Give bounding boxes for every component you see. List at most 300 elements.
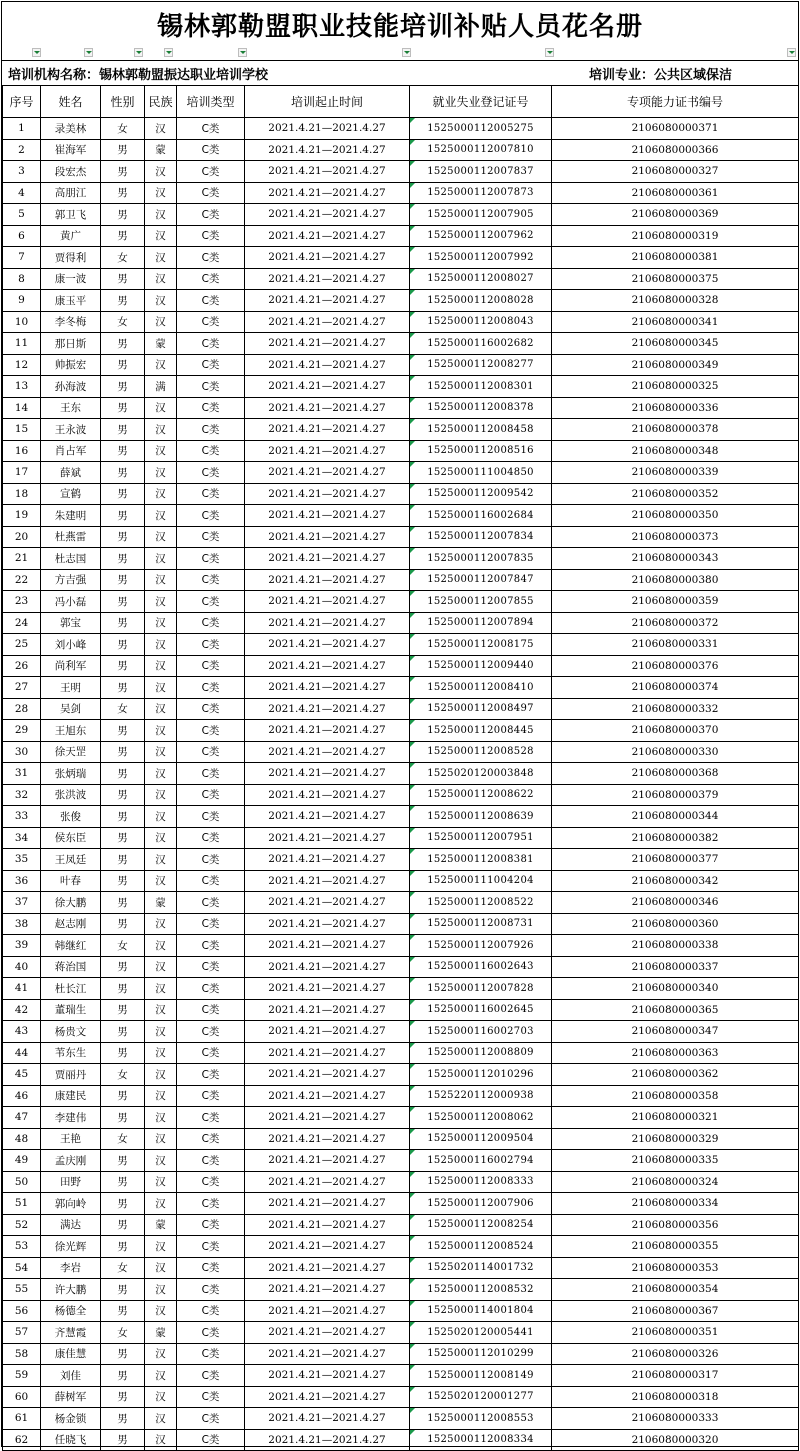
cell-registration-no[interactable]: 1525000112007951: [410, 827, 552, 849]
cell-name[interactable]: 康一波: [41, 268, 101, 290]
cell-gender[interactable]: 男: [101, 1365, 145, 1387]
cell-training-type[interactable]: C类: [177, 483, 245, 505]
cell-name[interactable]: 崔海军: [41, 139, 101, 161]
cell-training-period[interactable]: 2021.4.21—2021.4.27: [245, 204, 410, 226]
cell-ethnicity[interactable]: 汉: [145, 870, 177, 892]
cell-registration-no[interactable]: 1525000112008809: [410, 1042, 552, 1064]
cell-name[interactable]: 那日斯: [41, 333, 101, 355]
cell-ethnicity[interactable]: 蒙: [145, 1322, 177, 1344]
cell-training-period[interactable]: 2021.4.21—2021.4.27: [245, 935, 410, 957]
cell-training-period[interactable]: 2021.4.21—2021.4.27: [245, 1300, 410, 1322]
cell-name[interactable]: 高朋江: [41, 182, 101, 204]
cell-certificate-no[interactable]: 2106080000358: [552, 1085, 799, 1107]
col-header-training-type[interactable]: 培训类型: [177, 86, 245, 118]
cell-certificate-no[interactable]: 2106080000345: [552, 333, 799, 355]
cell-training-period[interactable]: 2021.4.21—2021.4.27: [245, 612, 410, 634]
cell-training-type[interactable]: C类: [177, 526, 245, 548]
cell-training-type[interactable]: C类: [177, 591, 245, 613]
cell-name[interactable]: 王东: [41, 397, 101, 419]
cell-registration-no[interactable]: 1525000112008524: [410, 1236, 552, 1258]
cell-index[interactable]: 43: [3, 1021, 41, 1043]
cell-training-period[interactable]: 2021.4.21—2021.4.27: [245, 634, 410, 656]
cell-training-period[interactable]: 2021.4.21—2021.4.27: [245, 483, 410, 505]
cell-gender[interactable]: 男: [101, 161, 145, 183]
cell-certificate-no[interactable]: 2106080000356: [552, 1214, 799, 1236]
cell-gender[interactable]: 男: [101, 483, 145, 505]
cell-name[interactable]: 宣鹤: [41, 483, 101, 505]
cell-name[interactable]: 吴剑: [41, 698, 101, 720]
cell-gender[interactable]: 男: [101, 290, 145, 312]
cell-index[interactable]: 27: [3, 677, 41, 699]
cell-ethnicity[interactable]: 满: [145, 376, 177, 398]
cell-registration-no[interactable]: 1525000112008301: [410, 376, 552, 398]
cell-certificate-no[interactable]: 2106080000321: [552, 1107, 799, 1129]
cell-name[interactable]: 徐天罡: [41, 741, 101, 763]
cell-training-period[interactable]: 2021.4.21—2021.4.27: [245, 397, 410, 419]
cell-training-type[interactable]: C类: [177, 827, 245, 849]
cell-training-period[interactable]: 2021.4.21—2021.4.27: [245, 1042, 410, 1064]
cell-certificate-no[interactable]: 2106080000343: [552, 548, 799, 570]
cell-training-period[interactable]: 2021.4.21—2021.4.27: [245, 956, 410, 978]
cell-training-type[interactable]: C类: [177, 677, 245, 699]
cell-index[interactable]: 50: [3, 1171, 41, 1193]
cell-index[interactable]: 61: [3, 1408, 41, 1430]
cell-training-period[interactable]: 2021.4.21—2021.4.27: [245, 1386, 410, 1408]
cell-index[interactable]: 38: [3, 913, 41, 935]
cell-training-period[interactable]: 2021.4.21—2021.4.27: [245, 1171, 410, 1193]
cell-name[interactable]: 郭向岭: [41, 1193, 101, 1215]
cell-registration-no[interactable]: 1525000112007837: [410, 161, 552, 183]
cell-name[interactable]: 康建民: [41, 1085, 101, 1107]
cell-training-type[interactable]: C类: [177, 204, 245, 226]
cell-name[interactable]: 许大鹏: [41, 1279, 101, 1301]
cell-certificate-no[interactable]: 2106080000339: [552, 462, 799, 484]
cell-index[interactable]: 40: [3, 956, 41, 978]
cell-training-type[interactable]: C类: [177, 1150, 245, 1172]
cell-registration-no[interactable]: 1525000111004850: [410, 462, 552, 484]
cell-index[interactable]: 17: [3, 462, 41, 484]
cell-ethnicity[interactable]: 汉: [145, 763, 177, 785]
cell-certificate-no[interactable]: 2106080000353: [552, 1257, 799, 1279]
cell-name[interactable]: 郭卫飞: [41, 204, 101, 226]
cell-gender[interactable]: 男: [101, 806, 145, 828]
cell-index[interactable]: 62: [3, 1429, 41, 1451]
cell-name[interactable]: 刘小峰: [41, 634, 101, 656]
cell-training-type[interactable]: C类: [177, 784, 245, 806]
cell-gender[interactable]: 男: [101, 634, 145, 656]
cell-registration-no[interactable]: 1525000112007810: [410, 139, 552, 161]
cell-training-period[interactable]: 2021.4.21—2021.4.27: [245, 1150, 410, 1172]
cell-certificate-no[interactable]: 2106080000367: [552, 1300, 799, 1322]
cell-certificate-no[interactable]: 2106080000374: [552, 677, 799, 699]
cell-gender[interactable]: 男: [101, 1300, 145, 1322]
cell-ethnicity[interactable]: 汉: [145, 634, 177, 656]
cell-ethnicity[interactable]: 汉: [145, 978, 177, 1000]
cell-training-type[interactable]: C类: [177, 247, 245, 269]
cell-name[interactable]: 李冬梅: [41, 311, 101, 333]
cell-training-period[interactable]: 2021.4.21—2021.4.27: [245, 376, 410, 398]
cell-index[interactable]: 47: [3, 1107, 41, 1129]
cell-name[interactable]: 肖占军: [41, 440, 101, 462]
cell-name[interactable]: 薛树军: [41, 1386, 101, 1408]
col-header-gender[interactable]: 性别: [101, 86, 145, 118]
cell-training-type[interactable]: C类: [177, 118, 245, 140]
cell-name[interactable]: 田野: [41, 1171, 101, 1193]
cell-name[interactable]: 帅振宏: [41, 354, 101, 376]
cell-training-type[interactable]: C类: [177, 1300, 245, 1322]
cell-name[interactable]: 李建伟: [41, 1107, 101, 1129]
cell-ethnicity[interactable]: 汉: [145, 1193, 177, 1215]
cell-gender[interactable]: 女: [101, 935, 145, 957]
cell-gender[interactable]: 男: [101, 741, 145, 763]
cell-name[interactable]: 蒋治国: [41, 956, 101, 978]
cell-ethnicity[interactable]: 汉: [145, 225, 177, 247]
cell-training-type[interactable]: C类: [177, 1279, 245, 1301]
cell-ethnicity[interactable]: 汉: [145, 913, 177, 935]
cell-ethnicity[interactable]: 汉: [145, 354, 177, 376]
cell-registration-no[interactable]: 1525000112008731: [410, 913, 552, 935]
cell-name[interactable]: 朱建明: [41, 505, 101, 527]
cell-registration-no[interactable]: 1525000112007873: [410, 182, 552, 204]
cell-index[interactable]: 34: [3, 827, 41, 849]
cell-training-period[interactable]: 2021.4.21—2021.4.27: [245, 1322, 410, 1344]
cell-training-type[interactable]: C类: [177, 1171, 245, 1193]
cell-training-period[interactable]: 2021.4.21—2021.4.27: [245, 1257, 410, 1279]
cell-registration-no[interactable]: 1525020120003848: [410, 763, 552, 785]
cell-ethnicity[interactable]: 汉: [145, 999, 177, 1021]
cell-certificate-no[interactable]: 2106080000372: [552, 612, 799, 634]
cell-certificate-no[interactable]: 2106080000342: [552, 870, 799, 892]
cell-ethnicity[interactable]: 汉: [145, 311, 177, 333]
cell-training-period[interactable]: 2021.4.21—2021.4.27: [245, 354, 410, 376]
cell-registration-no[interactable]: 1525220112000938: [410, 1085, 552, 1107]
cell-gender[interactable]: 男: [101, 548, 145, 570]
cell-certificate-no[interactable]: 2106080000355: [552, 1236, 799, 1258]
cell-ethnicity[interactable]: 汉: [145, 720, 177, 742]
cell-index[interactable]: 32: [3, 784, 41, 806]
cell-gender[interactable]: 男: [101, 1386, 145, 1408]
col-header-training-period[interactable]: 培训起止时间: [245, 86, 410, 118]
cell-gender[interactable]: 男: [101, 440, 145, 462]
cell-index[interactable]: 18: [3, 483, 41, 505]
cell-training-period[interactable]: 2021.4.21—2021.4.27: [245, 741, 410, 763]
cell-index[interactable]: 23: [3, 591, 41, 613]
cell-gender[interactable]: 男: [101, 376, 145, 398]
cell-ethnicity[interactable]: 汉: [145, 268, 177, 290]
cell-registration-no[interactable]: 1525000112007992: [410, 247, 552, 269]
cell-training-type[interactable]: C类: [177, 698, 245, 720]
cell-training-type[interactable]: C类: [177, 634, 245, 656]
cell-name[interactable]: 刘佳: [41, 1365, 101, 1387]
cell-ethnicity[interactable]: 汉: [145, 1429, 177, 1451]
cell-training-period[interactable]: 2021.4.21—2021.4.27: [245, 505, 410, 527]
cell-index[interactable]: 36: [3, 870, 41, 892]
cell-gender[interactable]: 男: [101, 268, 145, 290]
cell-name[interactable]: 王旭东: [41, 720, 101, 742]
cell-training-type[interactable]: C类: [177, 999, 245, 1021]
cell-registration-no[interactable]: 1525000112007855: [410, 591, 552, 613]
cell-ethnicity[interactable]: 汉: [145, 1386, 177, 1408]
cell-certificate-no[interactable]: 2106080000338: [552, 935, 799, 957]
cell-index[interactable]: 11: [3, 333, 41, 355]
cell-training-type[interactable]: C类: [177, 1386, 245, 1408]
cell-index[interactable]: 20: [3, 526, 41, 548]
cell-certificate-no[interactable]: 2106080000379: [552, 784, 799, 806]
cell-training-type[interactable]: C类: [177, 268, 245, 290]
cell-name[interactable]: 杨金锁: [41, 1408, 101, 1430]
cell-name[interactable]: 杨德全: [41, 1300, 101, 1322]
cell-training-period[interactable]: 2021.4.21—2021.4.27: [245, 268, 410, 290]
filter-dropdown-icon[interactable]: [238, 48, 247, 57]
cell-registration-no[interactable]: 1525000112008622: [410, 784, 552, 806]
cell-index[interactable]: 6: [3, 225, 41, 247]
cell-ethnicity[interactable]: 汉: [145, 1300, 177, 1322]
cell-training-period[interactable]: 2021.4.21—2021.4.27: [245, 849, 410, 871]
cell-name[interactable]: 苇东生: [41, 1042, 101, 1064]
cell-registration-no[interactable]: 1525000116002703: [410, 1021, 552, 1043]
cell-certificate-no[interactable]: 2106080000333: [552, 1408, 799, 1430]
cell-training-type[interactable]: C类: [177, 1214, 245, 1236]
cell-name[interactable]: 郭宝: [41, 612, 101, 634]
cell-index[interactable]: 46: [3, 1085, 41, 1107]
cell-registration-no[interactable]: 1525000112008334: [410, 1429, 552, 1451]
cell-gender[interactable]: 男: [101, 225, 145, 247]
cell-name[interactable]: 侯东臣: [41, 827, 101, 849]
cell-training-type[interactable]: C类: [177, 311, 245, 333]
filter-dropdown-icon[interactable]: [164, 48, 173, 57]
cell-ethnicity[interactable]: 汉: [145, 505, 177, 527]
cell-training-type[interactable]: C类: [177, 290, 245, 312]
cell-training-type[interactable]: C类: [177, 655, 245, 677]
cell-name[interactable]: 杜燕雷: [41, 526, 101, 548]
cell-ethnicity[interactable]: 汉: [145, 1064, 177, 1086]
cell-gender[interactable]: 男: [101, 677, 145, 699]
cell-gender[interactable]: 女: [101, 311, 145, 333]
cell-training-period[interactable]: 2021.4.21—2021.4.27: [245, 440, 410, 462]
cell-index[interactable]: 42: [3, 999, 41, 1021]
cell-registration-no[interactable]: 1525000112007962: [410, 225, 552, 247]
cell-index[interactable]: 49: [3, 1150, 41, 1172]
cell-training-type[interactable]: C类: [177, 1085, 245, 1107]
cell-gender[interactable]: 男: [101, 419, 145, 441]
cell-training-type[interactable]: C类: [177, 849, 245, 871]
cell-gender[interactable]: 男: [101, 1279, 145, 1301]
cell-certificate-no[interactable]: 2106080000366: [552, 139, 799, 161]
cell-index[interactable]: 29: [3, 720, 41, 742]
cell-name[interactable]: 张洪波: [41, 784, 101, 806]
cell-gender[interactable]: 男: [101, 956, 145, 978]
cell-index[interactable]: 31: [3, 763, 41, 785]
cell-index[interactable]: 54: [3, 1257, 41, 1279]
cell-name[interactable]: 贾丽丹: [41, 1064, 101, 1086]
cell-gender[interactable]: 男: [101, 1214, 145, 1236]
cell-training-period[interactable]: 2021.4.21—2021.4.27: [245, 225, 410, 247]
cell-gender[interactable]: 男: [101, 784, 145, 806]
cell-training-type[interactable]: C类: [177, 1365, 245, 1387]
cell-training-period[interactable]: 2021.4.21—2021.4.27: [245, 1085, 410, 1107]
cell-index[interactable]: 35: [3, 849, 41, 871]
cell-index[interactable]: 2: [3, 139, 41, 161]
cell-certificate-no[interactable]: 2106080000363: [552, 1042, 799, 1064]
cell-registration-no[interactable]: 1525000112008333: [410, 1171, 552, 1193]
cell-name[interactable]: 杜志国: [41, 548, 101, 570]
col-header-registration-no[interactable]: 就业失业登记证号: [410, 86, 552, 118]
cell-registration-no[interactable]: 1525000112008639: [410, 806, 552, 828]
cell-certificate-no[interactable]: 2106080000335: [552, 1150, 799, 1172]
cell-index[interactable]: 7: [3, 247, 41, 269]
cell-name[interactable]: 方吉强: [41, 569, 101, 591]
cell-name[interactable]: 冯小磊: [41, 591, 101, 613]
cell-training-period[interactable]: 2021.4.21—2021.4.27: [245, 311, 410, 333]
cell-certificate-no[interactable]: 2106080000320: [552, 1429, 799, 1451]
cell-name[interactable]: 段宏杰: [41, 161, 101, 183]
cell-training-type[interactable]: C类: [177, 892, 245, 914]
cell-name[interactable]: 杜长江: [41, 978, 101, 1000]
cell-training-type[interactable]: C类: [177, 333, 245, 355]
cell-registration-no[interactable]: 1525000112008497: [410, 698, 552, 720]
cell-training-period[interactable]: 2021.4.21—2021.4.27: [245, 161, 410, 183]
cell-gender[interactable]: 男: [101, 612, 145, 634]
cell-registration-no[interactable]: 1525000111004204: [410, 870, 552, 892]
cell-registration-no[interactable]: 1525000112008175: [410, 634, 552, 656]
cell-training-type[interactable]: C类: [177, 913, 245, 935]
cell-certificate-no[interactable]: 2106080000359: [552, 591, 799, 613]
cell-gender[interactable]: 男: [101, 1021, 145, 1043]
cell-index[interactable]: 41: [3, 978, 41, 1000]
cell-gender[interactable]: 男: [101, 763, 145, 785]
cell-index[interactable]: 39: [3, 935, 41, 957]
cell-name[interactable]: 徐大鹏: [41, 892, 101, 914]
cell-training-type[interactable]: C类: [177, 720, 245, 742]
cell-registration-no[interactable]: 1525000112008027: [410, 268, 552, 290]
cell-training-period[interactable]: 2021.4.21—2021.4.27: [245, 1064, 410, 1086]
cell-ethnicity[interactable]: 汉: [145, 419, 177, 441]
cell-training-period[interactable]: 2021.4.21—2021.4.27: [245, 1214, 410, 1236]
cell-training-type[interactable]: C类: [177, 935, 245, 957]
cell-training-type[interactable]: C类: [177, 182, 245, 204]
cell-training-period[interactable]: 2021.4.21—2021.4.27: [245, 806, 410, 828]
cell-ethnicity[interactable]: 汉: [145, 1257, 177, 1279]
cell-gender[interactable]: 男: [101, 591, 145, 613]
cell-ethnicity[interactable]: 汉: [145, 591, 177, 613]
filter-dropdown-icon[interactable]: [134, 48, 143, 57]
cell-training-type[interactable]: C类: [177, 419, 245, 441]
cell-training-period[interactable]: 2021.4.21—2021.4.27: [245, 548, 410, 570]
cell-ethnicity[interactable]: 汉: [145, 677, 177, 699]
cell-gender[interactable]: 男: [101, 354, 145, 376]
cell-registration-no[interactable]: 1525000112008445: [410, 720, 552, 742]
cell-registration-no[interactable]: 1525000112008378: [410, 397, 552, 419]
cell-certificate-no[interactable]: 2106080000328: [552, 290, 799, 312]
cell-certificate-no[interactable]: 2106080000327: [552, 161, 799, 183]
cell-ethnicity[interactable]: 蒙: [145, 1214, 177, 1236]
cell-training-period[interactable]: 2021.4.21—2021.4.27: [245, 182, 410, 204]
cell-index[interactable]: 26: [3, 655, 41, 677]
cell-certificate-no[interactable]: 2106080000336: [552, 397, 799, 419]
cell-training-type[interactable]: C类: [177, 612, 245, 634]
cell-index[interactable]: 8: [3, 268, 41, 290]
cell-certificate-no[interactable]: 2106080000332: [552, 698, 799, 720]
cell-gender[interactable]: 男: [101, 397, 145, 419]
cell-training-period[interactable]: 2021.4.21—2021.4.27: [245, 1193, 410, 1215]
cell-registration-no[interactable]: 1525000112007894: [410, 612, 552, 634]
cell-name[interactable]: 薛斌: [41, 462, 101, 484]
cell-index[interactable]: 13: [3, 376, 41, 398]
cell-training-type[interactable]: C类: [177, 139, 245, 161]
cell-training-type[interactable]: C类: [177, 1236, 245, 1258]
cell-training-period[interactable]: 2021.4.21—2021.4.27: [245, 139, 410, 161]
cell-ethnicity[interactable]: 汉: [145, 548, 177, 570]
cell-certificate-no[interactable]: 2106080000382: [552, 827, 799, 849]
cell-certificate-no[interactable]: 2106080000340: [552, 978, 799, 1000]
cell-name[interactable]: 康玉平: [41, 290, 101, 312]
cell-certificate-no[interactable]: 2106080000349: [552, 354, 799, 376]
cell-training-period[interactable]: 2021.4.21—2021.4.27: [245, 591, 410, 613]
cell-training-period[interactable]: 2021.4.21—2021.4.27: [245, 698, 410, 720]
cell-registration-no[interactable]: 1525000112007828: [410, 978, 552, 1000]
cell-certificate-no[interactable]: 2106080000348: [552, 440, 799, 462]
cell-index[interactable]: 48: [3, 1128, 41, 1150]
cell-gender[interactable]: 男: [101, 870, 145, 892]
cell-gender[interactable]: 女: [101, 1322, 145, 1344]
cell-gender[interactable]: 男: [101, 655, 145, 677]
filter-dropdown-icon[interactable]: [545, 48, 554, 57]
cell-training-type[interactable]: C类: [177, 161, 245, 183]
cell-certificate-no[interactable]: 2106080000376: [552, 655, 799, 677]
cell-ethnicity[interactable]: 汉: [145, 397, 177, 419]
cell-ethnicity[interactable]: 汉: [145, 741, 177, 763]
cell-training-period[interactable]: 2021.4.21—2021.4.27: [245, 978, 410, 1000]
cell-ethnicity[interactable]: 汉: [145, 784, 177, 806]
cell-registration-no[interactable]: 1525000112007834: [410, 526, 552, 548]
cell-training-period[interactable]: 2021.4.21—2021.4.27: [245, 1343, 410, 1365]
cell-index[interactable]: 53: [3, 1236, 41, 1258]
cell-ethnicity[interactable]: 汉: [145, 956, 177, 978]
cell-index[interactable]: 24: [3, 612, 41, 634]
cell-training-type[interactable]: C类: [177, 397, 245, 419]
cell-gender[interactable]: 男: [101, 892, 145, 914]
cell-name[interactable]: 王艳: [41, 1128, 101, 1150]
cell-training-period[interactable]: 2021.4.21—2021.4.27: [245, 569, 410, 591]
cell-training-period[interactable]: 2021.4.21—2021.4.27: [245, 1107, 410, 1129]
cell-gender[interactable]: 女: [101, 118, 145, 140]
cell-training-period[interactable]: 2021.4.21—2021.4.27: [245, 1429, 410, 1451]
cell-registration-no[interactable]: 1525000116002794: [410, 1150, 552, 1172]
cell-certificate-no[interactable]: 2106080000331: [552, 634, 799, 656]
cell-name[interactable]: 赵志刚: [41, 913, 101, 935]
cell-ethnicity[interactable]: 汉: [145, 204, 177, 226]
cell-training-type[interactable]: C类: [177, 440, 245, 462]
cell-training-type[interactable]: C类: [177, 1107, 245, 1129]
cell-registration-no[interactable]: 1525000112008149: [410, 1365, 552, 1387]
cell-gender[interactable]: 女: [101, 1257, 145, 1279]
cell-ethnicity[interactable]: 汉: [145, 247, 177, 269]
cell-index[interactable]: 22: [3, 569, 41, 591]
cell-ethnicity[interactable]: 汉: [145, 161, 177, 183]
cell-training-type[interactable]: C类: [177, 1408, 245, 1430]
cell-training-type[interactable]: C类: [177, 569, 245, 591]
cell-name[interactable]: 孟庆刚: [41, 1150, 101, 1172]
cell-gender[interactable]: 男: [101, 1171, 145, 1193]
cell-certificate-no[interactable]: 2106080000377: [552, 849, 799, 871]
cell-certificate-no[interactable]: 2106080000368: [552, 763, 799, 785]
cell-training-type[interactable]: C类: [177, 763, 245, 785]
cell-index[interactable]: 56: [3, 1300, 41, 1322]
cell-ethnicity[interactable]: 汉: [145, 462, 177, 484]
cell-registration-no[interactable]: 1525020120005441: [410, 1322, 552, 1344]
cell-index[interactable]: 45: [3, 1064, 41, 1086]
cell-training-type[interactable]: C类: [177, 1042, 245, 1064]
